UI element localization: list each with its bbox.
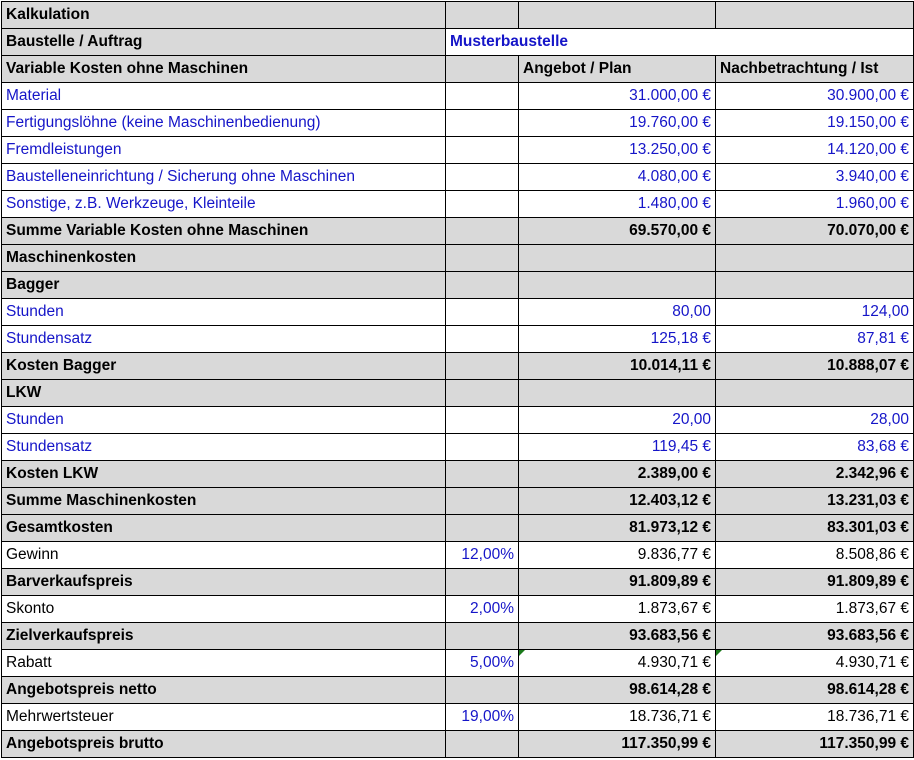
empty-cell[interactable]	[446, 515, 519, 542]
item-label[interactable]: Baustelleneinrichtung / Sicherung ohne Maschinen	[2, 164, 446, 191]
bagger-rate-row	[2, 326, 914, 353]
profit-row	[2, 542, 914, 569]
actual-value[interactable]: 1.873,67 €	[716, 596, 914, 623]
offer-gross-label[interactable]: Angebotspreis brutto	[2, 731, 446, 758]
item-label[interactable]: Fremdleistungen	[2, 137, 446, 164]
empty-cell[interactable]	[446, 83, 519, 110]
variable-item-row	[2, 110, 914, 137]
rebate-row	[2, 650, 914, 677]
actual-value-with-comment[interactable]	[716, 650, 914, 677]
total-cost-row	[2, 515, 914, 542]
actual-value[interactable]: 14.120,00 €	[716, 137, 914, 164]
section-machines-row	[2, 245, 914, 272]
calculation-sheet	[1, 1, 914, 758]
cost-label[interactable]: Kosten Bagger	[2, 353, 446, 380]
plan-value[interactable]: 125,18 €	[519, 326, 716, 353]
empty-cell[interactable]	[716, 380, 914, 407]
empty-cell[interactable]	[446, 326, 519, 353]
title-row	[2, 2, 914, 29]
item-label[interactable]: Sonstige, z.B. Werkzeuge, Kleinteile	[2, 191, 446, 218]
sheet-title[interactable]: Kalkulation	[2, 2, 446, 29]
section-variable-label[interactable]: Variable Kosten ohne Maschinen	[2, 56, 446, 83]
plan-value[interactable]: 1.480,00 €	[519, 191, 716, 218]
offer-net-label[interactable]: Angebotspreis netto	[2, 677, 446, 704]
profit-percent[interactable]: 12,00%	[446, 542, 519, 569]
target-price-row	[2, 623, 914, 650]
actual-value[interactable]: 10.888,07 €	[716, 353, 914, 380]
actual-value[interactable]: 8.508,86 €	[716, 542, 914, 569]
empty-cell[interactable]	[446, 569, 519, 596]
bagger-title[interactable]: Bagger	[2, 272, 446, 299]
plan-value[interactable]: 19.760,00 €	[519, 110, 716, 137]
actual-value[interactable]: 1.960,00 €	[716, 191, 914, 218]
empty-cell[interactable]	[446, 299, 519, 326]
target-price-label[interactable]: Zielverkaufspreis	[2, 623, 446, 650]
empty-cell[interactable]	[519, 2, 716, 29]
project-name[interactable]: Musterbaustelle	[446, 29, 914, 56]
discount-label[interactable]: Skonto	[2, 596, 446, 623]
section-variable-row	[2, 56, 914, 83]
empty-cell[interactable]	[446, 56, 519, 83]
plan-value[interactable]: 80,00	[519, 299, 716, 326]
empty-cell[interactable]	[519, 380, 716, 407]
empty-cell[interactable]	[446, 623, 519, 650]
plan-value[interactable]: 13.250,00 €	[519, 137, 716, 164]
offer-net-row	[2, 677, 914, 704]
actual-value[interactable]: 30.900,00 €	[716, 83, 914, 110]
sum-variable-row	[2, 218, 914, 245]
hours-label[interactable]: Stunden	[2, 407, 446, 434]
empty-cell[interactable]	[446, 407, 519, 434]
actual-value[interactable]: 91.809,89 €	[716, 569, 914, 596]
actual-value[interactable]: 83.301,03 €	[716, 515, 914, 542]
bagger-hours-row	[2, 299, 914, 326]
rate-label[interactable]: Stundensatz	[2, 326, 446, 353]
cash-price-label[interactable]: Barverkaufspreis	[2, 569, 446, 596]
section-machines-label[interactable]: Maschinenkosten	[2, 245, 446, 272]
actual-value[interactable]: 124,00	[716, 299, 914, 326]
sum-machines-row	[2, 488, 914, 515]
vat-label[interactable]: Mehrwertsteuer	[2, 704, 446, 731]
rate-label[interactable]: Stundensatz	[2, 434, 446, 461]
rebate-label[interactable]: Rabatt	[2, 650, 446, 677]
actual-value: 4.930,71 €	[835, 654, 909, 671]
actual-value[interactable]: 2.342,96 €	[716, 461, 914, 488]
empty-cell[interactable]	[446, 461, 519, 488]
project-row	[2, 29, 914, 56]
variable-item-row	[2, 164, 914, 191]
empty-cell[interactable]	[446, 110, 519, 137]
empty-cell[interactable]	[446, 731, 519, 758]
lkw-title-row	[2, 380, 914, 407]
variable-item-row	[2, 137, 914, 164]
plan-value[interactable]: 2.389,00 €	[519, 461, 716, 488]
plan-value[interactable]: 93.683,56 €	[519, 623, 716, 650]
hours-label[interactable]: Stunden	[2, 299, 446, 326]
actual-value[interactable]: 19.150,00 €	[716, 110, 914, 137]
actual-value[interactable]: 28,00	[716, 407, 914, 434]
plan-value[interactable]: 91.809,89 €	[519, 569, 716, 596]
empty-cell[interactable]	[716, 245, 914, 272]
actual-value[interactable]: 13.231,03 €	[716, 488, 914, 515]
sum-variable-label[interactable]: Summe Variable Kosten ohne Maschinen	[2, 218, 446, 245]
offer-gross-row	[2, 731, 914, 758]
plan-value[interactable]: 69.570,00 €	[519, 218, 716, 245]
lkw-title[interactable]: LKW	[2, 380, 446, 407]
empty-cell[interactable]	[446, 164, 519, 191]
empty-cell[interactable]	[446, 218, 519, 245]
column-header-plan[interactable]: Angebot / Plan	[519, 56, 716, 83]
empty-cell[interactable]	[446, 353, 519, 380]
plan-value[interactable]: 18.736,71 €	[519, 704, 716, 731]
empty-cell[interactable]	[519, 245, 716, 272]
item-label[interactable]: Fertigungslöhne (keine Maschinenbedienung)	[2, 110, 446, 137]
empty-cell[interactable]	[519, 272, 716, 299]
lkw-hours-row	[2, 407, 914, 434]
empty-cell[interactable]	[446, 380, 519, 407]
empty-cell[interactable]	[716, 272, 914, 299]
plan-value[interactable]: 4.080,00 €	[519, 164, 716, 191]
cost-label[interactable]: Kosten LKW	[2, 461, 446, 488]
plan-value[interactable]: 12.403,12 €	[519, 488, 716, 515]
actual-value[interactable]: 93.683,56 €	[716, 623, 914, 650]
actual-value[interactable]: 70.070,00 €	[716, 218, 914, 245]
plan-value[interactable]: 98.614,28 €	[519, 677, 716, 704]
empty-cell[interactable]	[446, 245, 519, 272]
lkw-cost-row	[2, 461, 914, 488]
actual-value[interactable]: 98.614,28 €	[716, 677, 914, 704]
cash-price-row	[2, 569, 914, 596]
empty-cell[interactable]	[716, 2, 914, 29]
empty-cell[interactable]	[446, 191, 519, 218]
plan-value[interactable]: 1.873,67 €	[519, 596, 716, 623]
plan-value[interactable]: 81.973,12 €	[519, 515, 716, 542]
item-label[interactable]: Material	[2, 83, 446, 110]
plan-value[interactable]: 20,00	[519, 407, 716, 434]
actual-value[interactable]: 3.940,00 €	[716, 164, 914, 191]
comment-marker-icon	[716, 650, 722, 656]
actual-value[interactable]: 117.350,99 €	[716, 731, 914, 758]
plan-value[interactable]: 119,45 €	[519, 434, 716, 461]
rebate-percent[interactable]: 5,00%	[446, 650, 519, 677]
vat-percent[interactable]: 19,00%	[446, 704, 519, 731]
sum-machines-label[interactable]: Summe Maschinenkosten	[2, 488, 446, 515]
empty-cell[interactable]	[446, 677, 519, 704]
discount-row	[2, 596, 914, 623]
empty-cell[interactable]	[446, 488, 519, 515]
variable-item-row	[2, 191, 914, 218]
vat-row	[2, 704, 914, 731]
plan-value[interactable]: 10.014,11 €	[519, 353, 716, 380]
empty-cell[interactable]	[446, 2, 519, 29]
lkw-rate-row	[2, 434, 914, 461]
profit-label[interactable]: Gewinn	[2, 542, 446, 569]
empty-cell[interactable]	[446, 137, 519, 164]
comment-marker-icon	[519, 650, 525, 656]
project-label[interactable]: Baustelle / Auftrag	[2, 29, 446, 56]
empty-cell[interactable]	[446, 434, 519, 461]
total-cost-label[interactable]: Gesamtkosten	[2, 515, 446, 542]
plan-value: 4.930,71 €	[637, 654, 711, 671]
plan-value-with-comment[interactable]	[519, 650, 716, 677]
actual-value[interactable]: 18.736,71 €	[716, 704, 914, 731]
column-header-actual[interactable]: Nachbetrachtung / Ist	[716, 56, 914, 83]
bagger-title-row	[2, 272, 914, 299]
empty-cell[interactable]	[446, 272, 519, 299]
plan-value[interactable]: 117.350,99 €	[519, 731, 716, 758]
variable-item-row	[2, 83, 914, 110]
bagger-cost-row	[2, 353, 914, 380]
discount-percent[interactable]: 2,00%	[446, 596, 519, 623]
actual-value[interactable]: 83,68 €	[716, 434, 914, 461]
plan-value[interactable]: 31.000,00 €	[519, 83, 716, 110]
actual-value[interactable]: 87,81 €	[716, 326, 914, 353]
plan-value[interactable]: 9.836,77 €	[519, 542, 716, 569]
